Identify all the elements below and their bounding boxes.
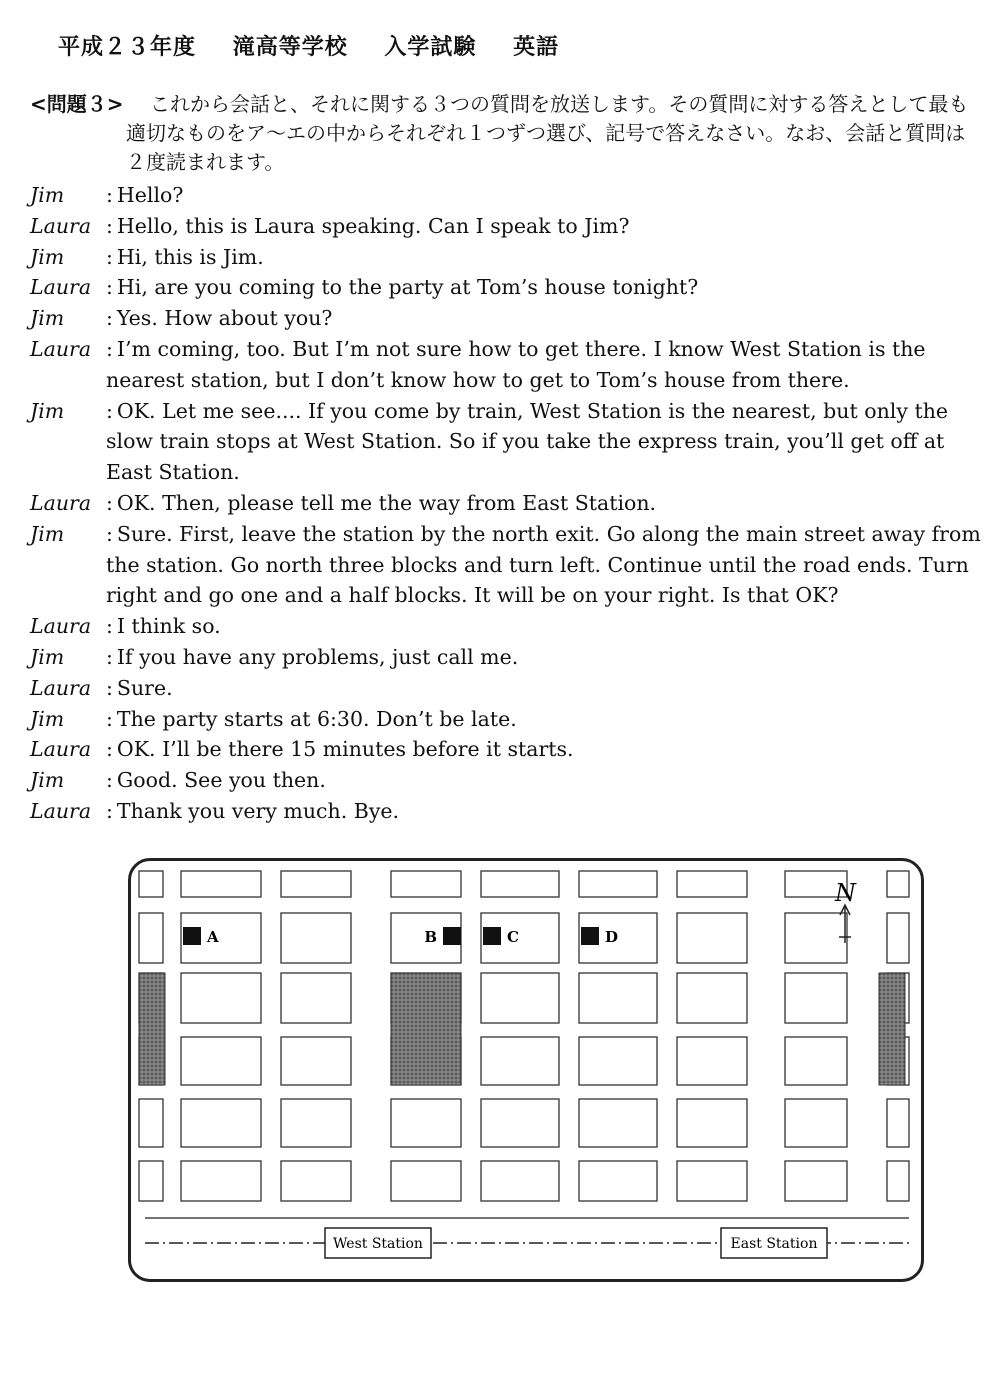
city-block	[481, 1037, 559, 1085]
marker-label: A	[207, 928, 219, 946]
speaker-name: Jim	[30, 521, 65, 546]
marker-square	[581, 927, 599, 945]
header-subject: 英語	[513, 35, 560, 60]
dialogue-line	[30, 303, 985, 334]
utterance-text: I think so.	[116, 614, 221, 639]
shaded-area	[139, 973, 165, 1085]
north-label: N	[835, 879, 856, 907]
speaker-colon: :	[106, 798, 113, 823]
utterance-text: Thank you very much. Bye.	[116, 798, 400, 823]
speaker-name: Laura	[30, 336, 92, 361]
city-block	[579, 973, 657, 1023]
speaker-name: Jim	[30, 706, 65, 731]
marker-square	[483, 927, 501, 945]
city-block	[139, 913, 163, 963]
city-block	[481, 1099, 559, 1147]
speaker-name: Laura	[30, 737, 92, 762]
utterance-text: I’m coming, too. But I’m not sure how to get there. I know West Station is the nearest station, but I don’t know how to get to Tom’s house from there.	[106, 336, 926, 392]
east-station-label: East Station	[730, 1236, 818, 1252]
utterance	[106, 334, 985, 396]
city-block	[785, 1161, 847, 1201]
speaker-colon: :	[106, 644, 113, 669]
utterance-text: Sure.	[116, 675, 173, 700]
speaker-colon: :	[106, 213, 113, 238]
speaker-name: Jim	[30, 306, 65, 331]
speaker-name: Laura	[30, 614, 92, 639]
city-block	[481, 973, 559, 1023]
speaker-colon: :	[106, 521, 113, 546]
utterance-text: OK. Then, please tell me the way from East Station.	[116, 490, 657, 515]
dialogue	[30, 180, 985, 827]
speaker-name: Laura	[30, 675, 92, 700]
city-block	[391, 1161, 461, 1201]
dialogue-line	[30, 611, 985, 642]
speaker-name: Laura	[30, 213, 92, 238]
city-block	[579, 1099, 657, 1147]
speaker-name: Laura	[30, 275, 92, 300]
utterance-text: Sure. First, leave the station by the north exit. Go along the main street away from the station. Go north three blocks and turn left. Continue until the road ends. Turn right and go one and a half blocks. It will be on your right. Is that OK?	[106, 521, 981, 608]
speaker-name: Laura	[30, 490, 92, 515]
city-block	[391, 871, 461, 897]
city-block	[579, 1161, 657, 1201]
marker-square	[443, 927, 461, 945]
dialogue-line	[30, 242, 985, 273]
dialogue-line	[30, 334, 985, 396]
marker-label: C	[507, 928, 519, 946]
speaker-colon: :	[106, 675, 113, 700]
utterance	[106, 796, 985, 827]
speaker-colon: :	[106, 398, 113, 423]
utterance	[106, 488, 985, 519]
dialogue-line	[30, 673, 985, 704]
speaker-colon: :	[106, 768, 113, 793]
dialogue-line	[30, 519, 985, 611]
speaker-colon: :	[106, 614, 113, 639]
city-block	[139, 1161, 163, 1201]
utterance-text: Hi, are you coming to the party at Tom’s house tonight?	[116, 275, 699, 300]
dialogue-line	[30, 211, 985, 242]
header-year: 平成２３年度	[58, 35, 197, 60]
street-map-svg	[131, 861, 921, 1279]
city-block	[391, 1099, 461, 1147]
city-block	[677, 973, 747, 1023]
utterance-text: OK. I’ll be there 15 minutes before it starts.	[116, 737, 574, 762]
utterance	[106, 242, 985, 273]
dialogue-line	[30, 765, 985, 796]
speaker-name: Jim	[30, 183, 65, 207]
city-block	[181, 973, 261, 1023]
utterance	[106, 611, 985, 642]
utterance	[106, 734, 985, 765]
city-block	[281, 1161, 351, 1201]
city-block	[887, 913, 909, 963]
utterance	[106, 211, 985, 242]
utterance	[106, 180, 985, 211]
utterance-text: Yes. How about you?	[116, 306, 333, 331]
city-block	[181, 871, 261, 897]
speaker-colon: :	[106, 244, 113, 269]
speaker-colon: :	[106, 737, 113, 762]
utterance-text: Hello?	[116, 183, 184, 207]
utterance-text: Hi, this is Jim.	[116, 244, 264, 269]
dialogue-line	[30, 272, 985, 303]
dialogue-line	[30, 396, 985, 488]
west-station-label: West Station	[333, 1236, 423, 1252]
city-block	[785, 913, 847, 963]
marker-square	[183, 927, 201, 945]
exam-header	[58, 30, 958, 61]
marker-label: D	[605, 928, 619, 946]
city-block	[887, 1099, 909, 1147]
city-block	[139, 871, 163, 897]
utterance	[106, 303, 985, 334]
utterance	[106, 704, 985, 735]
city-block	[281, 1099, 351, 1147]
utterance	[106, 673, 985, 704]
city-block	[677, 1037, 747, 1085]
city-block	[785, 1037, 847, 1085]
utterance-text: The party starts at 6:30. Don’t be late.	[116, 706, 517, 731]
question-label: <問題３>	[30, 92, 124, 116]
speaker-name: Laura	[30, 798, 92, 823]
speaker-colon: :	[106, 275, 113, 300]
city-block	[677, 1161, 747, 1201]
city-block	[677, 1099, 747, 1147]
utterance	[106, 396, 985, 488]
city-block	[181, 1099, 261, 1147]
city-block	[887, 1161, 909, 1201]
utterance-text: Good. See you then.	[116, 768, 326, 793]
dialogue-line	[30, 642, 985, 673]
speaker-name: Jim	[30, 398, 65, 423]
dialogue-line	[30, 796, 985, 827]
speaker-colon: :	[106, 306, 113, 331]
dialogue-line	[30, 734, 985, 765]
city-block	[785, 1099, 847, 1147]
shaded-area	[391, 973, 461, 1085]
city-block	[579, 1037, 657, 1085]
street-map	[128, 858, 924, 1282]
speaker-colon: :	[106, 490, 113, 515]
question-instructions	[30, 90, 985, 177]
dialogue-line	[30, 704, 985, 735]
marker-label: B	[424, 928, 437, 946]
speaker-name: Jim	[30, 244, 65, 269]
utterance	[106, 642, 985, 673]
utterance	[106, 272, 985, 303]
city-block	[281, 1037, 351, 1085]
city-block	[181, 1037, 261, 1085]
header-exam: 入学試験	[384, 35, 477, 60]
speaker-colon: :	[106, 183, 113, 207]
utterance	[106, 519, 985, 611]
city-block	[677, 913, 747, 963]
speaker-name: Jim	[30, 768, 65, 793]
city-block	[579, 871, 657, 897]
utterance-text: Hello, this is Laura speaking. Can I speak to Jim?	[116, 213, 630, 238]
utterance	[106, 765, 985, 796]
question-text: これから会話と、それに関する３つの質問を放送します。その質問に対する答えとして最も適切なものをア〜エの中からそれぞれ１つずつ選び、記号で答えなさい。なお、会話と質問は２度読まれます。	[126, 92, 969, 174]
speaker-name: Jim	[30, 644, 65, 669]
city-block	[139, 1099, 163, 1147]
shaded-area	[879, 973, 905, 1085]
city-block	[887, 871, 909, 897]
city-block	[281, 973, 351, 1023]
city-block	[281, 913, 351, 963]
city-block	[785, 973, 847, 1023]
dialogue-line	[30, 488, 985, 519]
city-block	[181, 1161, 261, 1201]
header-school: 滝高等学校	[232, 35, 348, 60]
city-block	[481, 1161, 559, 1201]
city-block	[281, 871, 351, 897]
city-block	[481, 871, 559, 897]
city-block	[677, 871, 747, 897]
speaker-colon: :	[106, 336, 113, 361]
utterance-text: OK. Let me see.... If you come by train, West Station is the nearest, but only the slow train stops at West Station. So if you take the express train, you’ll get off at East Station.	[106, 398, 949, 485]
utterance-text: If you have any problems, just call me.	[116, 644, 519, 669]
dialogue-line	[30, 180, 985, 211]
speaker-colon: :	[106, 706, 113, 731]
